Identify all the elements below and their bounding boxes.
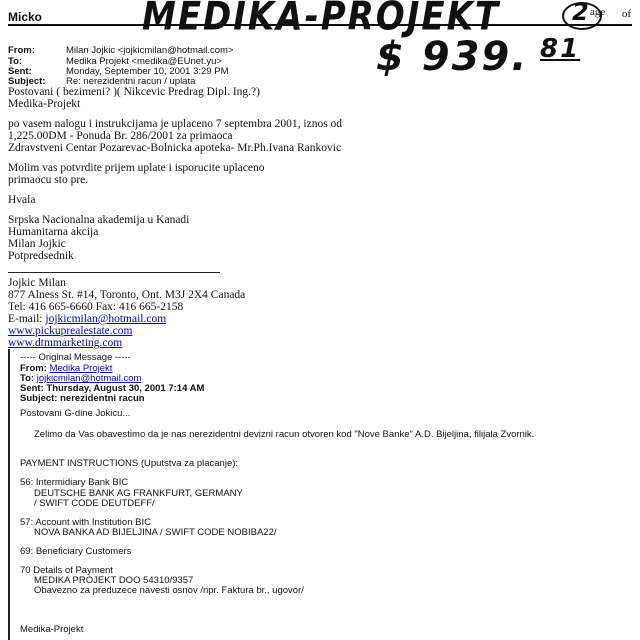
field-70-account: MEDIKA PROJEKT DOO 54310/9357: [34, 575, 194, 586]
email-label: E-mail:: [8, 313, 46, 325]
body-line: Zdravstveni Centar Pozarevac-Bolnicka apoteka- Mr.Ph.Ivana Rankovic: [8, 142, 342, 154]
field-70-note: Obavezno za preduzece navesti osnov /npr. Faktura br., ugovor/: [34, 585, 304, 596]
field-57-title: 57: Account with Institution BIC: [20, 517, 151, 528]
original-sent-value: Thursday, August 30, 2001 7:14 AM: [46, 383, 205, 394]
signature-address: 877 Alness St. #14, Toronto, Ont. M3J 2X4 Canada: [8, 289, 246, 301]
greeting-line: Postovani ( bezimeni? )( Nikcevic Predrag Dipl. Ing.?): [8, 86, 260, 98]
body-line: 1,225.00DM - Ponuda Br. 286/2001 za primaoca: [8, 130, 233, 142]
header-from: [8, 45, 234, 56]
original-message: [8, 349, 638, 640]
original-sent-key: Sent:: [20, 383, 44, 394]
field-57-bank: NOVA BANKA AD BIJELJINA / SWIFT CODE NOBIBA22/: [34, 527, 277, 538]
body-line: primaocu sto pre.: [8, 174, 89, 186]
header-key: To:: [8, 56, 23, 67]
original-subject-row: [20, 393, 145, 404]
thanks-line: Hvala: [8, 194, 36, 206]
header-value: Medika Projekt <medika@EUnet.yu>: [66, 56, 222, 67]
signature-name: Jojkic Milan: [8, 277, 66, 289]
field-69-title: 69: Beneficiary Customers: [20, 546, 132, 557]
header-key: Sent:: [8, 66, 32, 77]
original-intro: Zelimo da Vas obavestimo da je nas nerezidentni devizni racun otvoren kod "Nove Banke" A.D. Bijeljina, filijala Zvornik.: [34, 429, 535, 440]
original-to-link[interactable]: jojkicmilan@hotmail.com: [36, 373, 142, 384]
sender-name: Micko: [8, 10, 43, 24]
org-line: Srpska Nacionalna akademija u Kanadi: [8, 214, 190, 226]
original-subject-value: nerezidentni racun: [60, 393, 145, 404]
field-70-title: 70 Details of Payment: [20, 565, 113, 576]
website-row: [8, 337, 122, 349]
signature-email-row: [8, 313, 166, 325]
signature-rule: [8, 272, 220, 273]
field-56-swift: / SWIFT CODE DEUTDEFF/: [34, 498, 155, 509]
page-of-suffix: of: [622, 8, 632, 20]
original-from-key: From:: [20, 363, 47, 374]
original-to-key: To:: [20, 373, 35, 384]
original-greeting: Postovani G-dine Jokicu...: [20, 408, 131, 419]
website-link[interactable]: www.pickuprealestate.com: [8, 325, 133, 337]
email-link[interactable]: jojkicmilan@hotmail.com: [45, 313, 167, 325]
header-value: Re: nerezidentni racun / uplata: [66, 76, 196, 87]
org-line: Milan Jojkic: [8, 238, 66, 250]
handwritten-amount: $ 939.: [376, 34, 529, 80]
body-line: Molim vas potvrdite prijem uplate i isporucite uplaceno: [8, 162, 265, 174]
field-56-bank: DEUTSCHE BANK AG FRANKFURT, GERMANY: [34, 488, 243, 499]
field-56-title: 56: Intermidiary Bank BIC: [20, 477, 129, 488]
website-row: [8, 325, 132, 337]
greeting-company: Medika-Projekt: [8, 98, 81, 110]
original-subject-key: Subject:: [20, 393, 58, 404]
header-value: Monday, September 10, 2001 3:29 PM: [66, 66, 229, 77]
handwritten-company: MEDIKA-PROJEKT: [142, 0, 501, 40]
header-key: From:: [8, 45, 35, 56]
org-line: Humanitarna akcija: [8, 226, 99, 238]
header-key: Subject:: [8, 76, 46, 87]
original-from-link[interactable]: Medika Projekt: [49, 363, 113, 374]
payment-title: PAYMENT INSTRUCTIONS (Uputstva za placanje):: [20, 458, 239, 469]
website-link[interactable]: www.dtmmarketing.com: [8, 337, 123, 349]
handwritten-cents: 81: [540, 34, 581, 64]
header-value: Milan Jojkic <jojkicmilan@hotmail.com>: [66, 45, 234, 56]
original-separator: ----- Original Message -----: [20, 352, 131, 363]
page-of-label: age: [590, 6, 606, 18]
body-line: po vasem nalogu i instrukcijama je uplaceno 7 septembra 2001, iznos od: [8, 118, 343, 130]
handwritten-page-number: 2: [572, 0, 591, 26]
org-line: Potpredsednik: [8, 250, 74, 262]
signature-phone: Tel: 416 665-6660 Fax: 416 665-2158: [8, 301, 184, 313]
original-footer: Medika-Projekt: [20, 624, 84, 635]
